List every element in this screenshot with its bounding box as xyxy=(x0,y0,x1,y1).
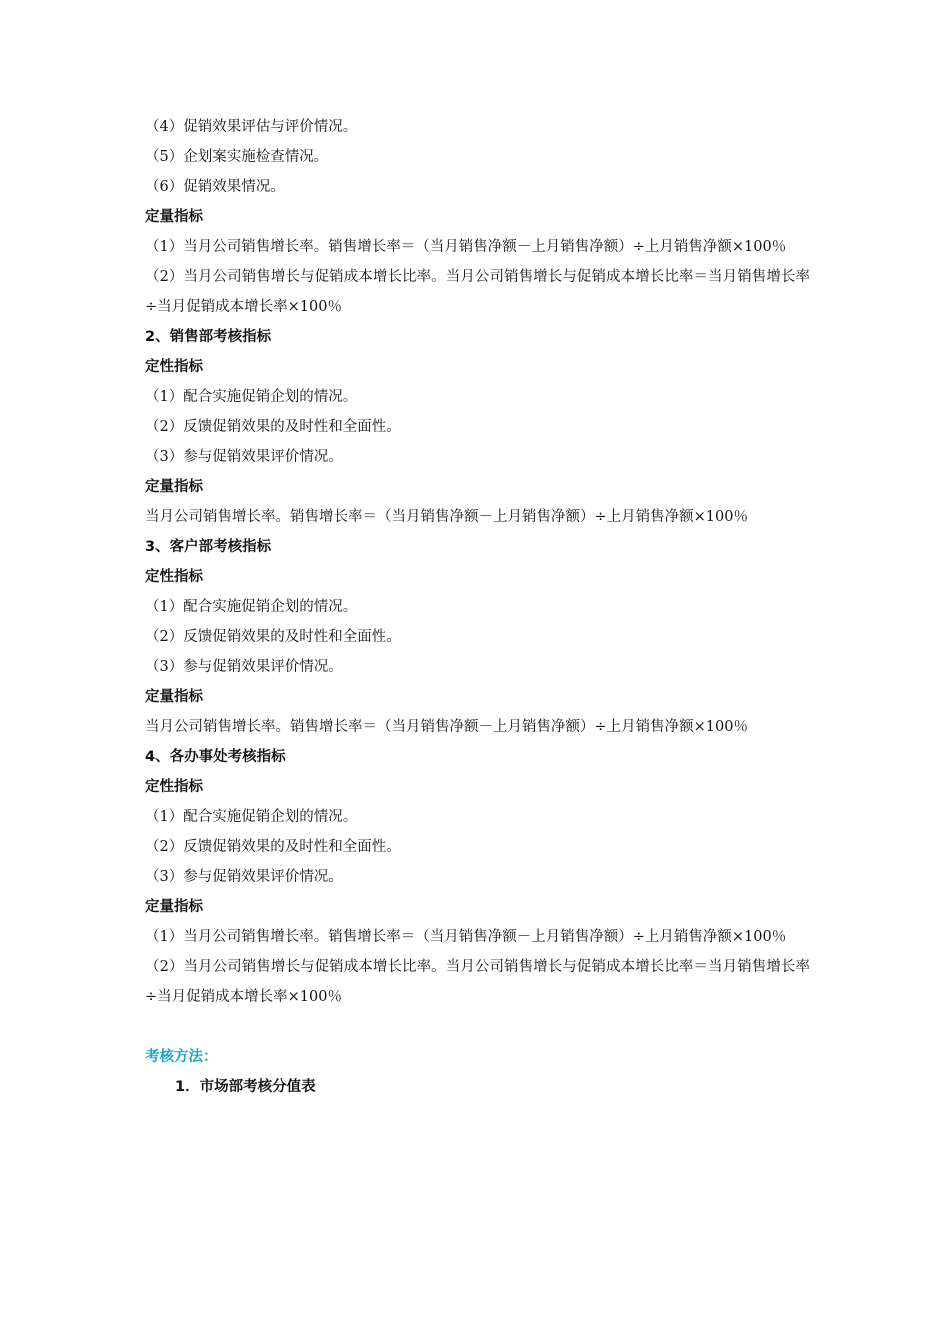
list-item: （2）反馈促销效果的及时性和全面性。 xyxy=(145,839,401,855)
list-item: （4）促销效果评估与评价情况。 xyxy=(145,119,358,135)
paragraph: 当月公司销售增长率。销售增长率＝（当月销售净额－上月销售净额）÷上月销售净额×100％ xyxy=(145,509,748,525)
qualitative-heading: 定性指标 xyxy=(145,569,203,585)
method-heading: 考核方法： xyxy=(145,1049,218,1065)
section-heading: 4、各办事处考核指标 xyxy=(145,749,286,765)
section-heading: 2、销售部考核指标 xyxy=(145,329,272,345)
list-item: （5）企划案实施检查情况。 xyxy=(145,149,329,165)
list-item: （1）当月公司销售增长率。销售增长率＝（当月销售净额－上月销售净额）÷上月销售净额×100％ xyxy=(145,239,787,255)
quantitative-heading: 定量指标 xyxy=(145,479,203,495)
quantitative-heading: 定量指标 xyxy=(145,689,203,705)
list-item: （3）参与促销效果评价情况。 xyxy=(145,659,343,675)
list-item: （3）参与促销效果评价情况。 xyxy=(145,449,343,465)
list-item: （2）反馈促销效果的及时性和全面性。 xyxy=(145,629,401,645)
section-heading: 3、客户部考核指标 xyxy=(145,539,272,555)
list-item: （1）配合实施促销企划的情况。 xyxy=(145,389,358,405)
list-item: （2）当月公司销售增长与促销成本增长比率。当月公司销售增长与促销成本增长比率＝当月销售增长率÷当月促销成本增长率×100％ xyxy=(145,959,810,1005)
list-item: （1）配合实施促销企划的情况。 xyxy=(145,809,358,825)
qualitative-heading: 定性指标 xyxy=(145,359,203,375)
list-item: （1）当月公司销售增长率。销售增长率＝（当月销售净额－上月销售净额）÷上月销售净额×100％ xyxy=(145,929,787,945)
list-item: （3）参与促销效果评价情况。 xyxy=(145,869,343,885)
paragraph: 当月公司销售增长率。销售增长率＝（当月销售净额－上月销售净额）÷上月销售净额×100％ xyxy=(145,719,748,735)
list-item: （1）配合实施促销企划的情况。 xyxy=(145,599,358,615)
qualitative-heading: 定性指标 xyxy=(145,779,203,795)
quantitative-heading: 定量指标 xyxy=(145,899,203,915)
table-caption: 1．市场部考核分值表 xyxy=(175,1079,316,1095)
quantitative-heading: 定量指标 xyxy=(145,209,203,225)
list-item: （6）促销效果情况。 xyxy=(145,179,285,195)
document-page xyxy=(145,112,810,1102)
list-item: （2）反馈促销效果的及时性和全面性。 xyxy=(145,419,401,435)
list-item: （2）当月公司销售增长与促销成本增长比率。当月公司销售增长与促销成本增长比率＝当月销售增长率÷当月促销成本增长率×100％ xyxy=(145,269,810,315)
